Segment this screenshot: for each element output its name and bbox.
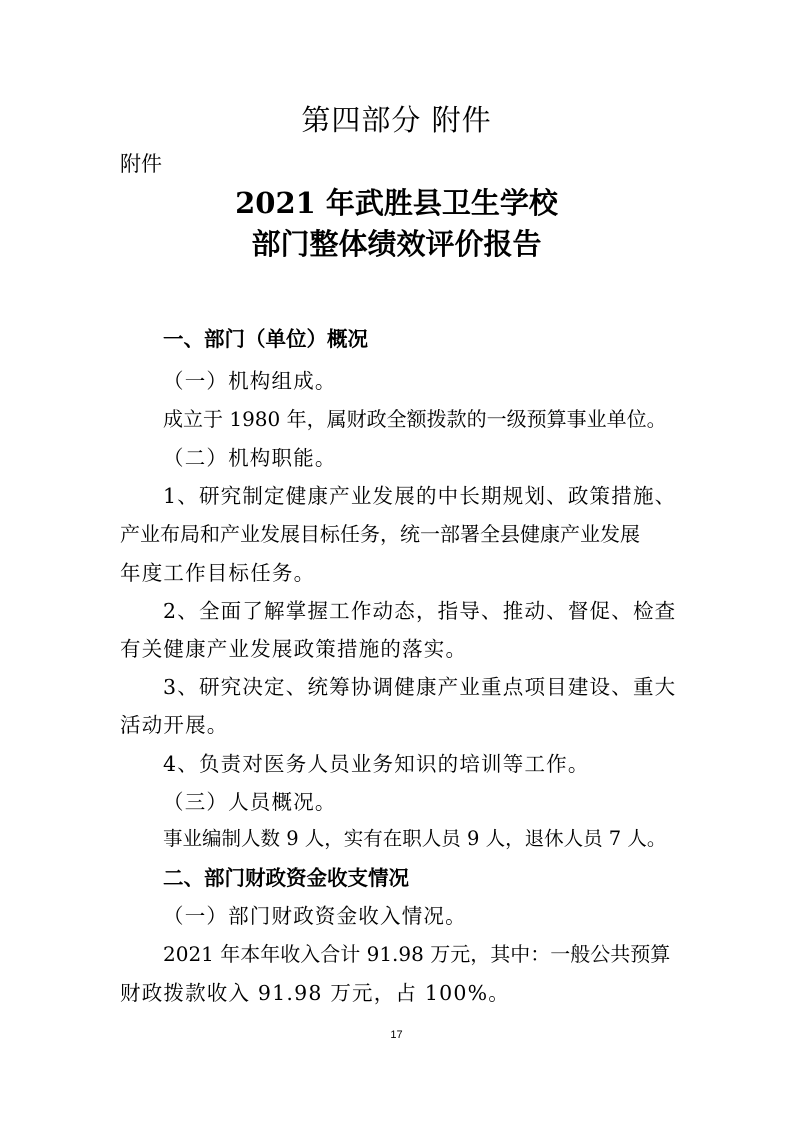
attachment-label: 附件	[120, 152, 162, 176]
subsection-heading: （二）机构职能。	[163, 446, 337, 470]
paragraph-line: 活动开展。	[120, 713, 229, 737]
paragraph-line: 事业编制人数 9 人，实有在职人员 9 人，退休人员 7 人。	[163, 827, 667, 850]
part-title: 第四部分 附件	[301, 103, 492, 137]
section-heading-1: 一、部门（单位）概况	[163, 327, 368, 351]
section-heading-2: 二、部门财政资金收支情况	[163, 866, 409, 890]
report-title-line-1: 2021 年武胜县卫生学校	[235, 186, 558, 220]
paragraph-line: 1、研究制定健康产业发展的中长期规划、政策措施、	[163, 484, 677, 508]
paragraph-line: 年度工作目标任务。	[120, 561, 316, 585]
page-number: 17	[390, 1029, 403, 1041]
paragraph-line: 2021 年本年收入合计 91.98 万元，其中：一般公共预算	[163, 942, 671, 966]
paragraph-line: 4、负责对医务人员业务知识的培训等工作。	[163, 752, 590, 776]
report-title-line-2: 部门整体绩效评价报告	[251, 227, 542, 261]
paragraph-line: 财政拨款收入 91.98 万元，占 100%。	[120, 981, 510, 1005]
paragraph-line: 有关健康产业发展政策措施的落实。	[120, 637, 468, 661]
subsection-heading: （三）人员概况。	[163, 790, 337, 814]
subsection-heading: （一）机构组成。	[163, 369, 337, 393]
paragraph-line: 2、全面了解掌握工作动态，指导、推动、督促、检查	[163, 599, 677, 623]
subsection-heading: （一）部门财政资金收入情况。	[163, 904, 467, 928]
paragraph-line: 成立于 1980 年，属财政全额拨款的一级预算事业单位。	[163, 407, 667, 431]
paragraph-line: 3、研究决定、统筹协调健康产业重点项目建设、重大	[163, 675, 677, 699]
paragraph-line: 产业布局和产业发展目标任务，统一部署全县健康产业发展	[120, 522, 640, 546]
